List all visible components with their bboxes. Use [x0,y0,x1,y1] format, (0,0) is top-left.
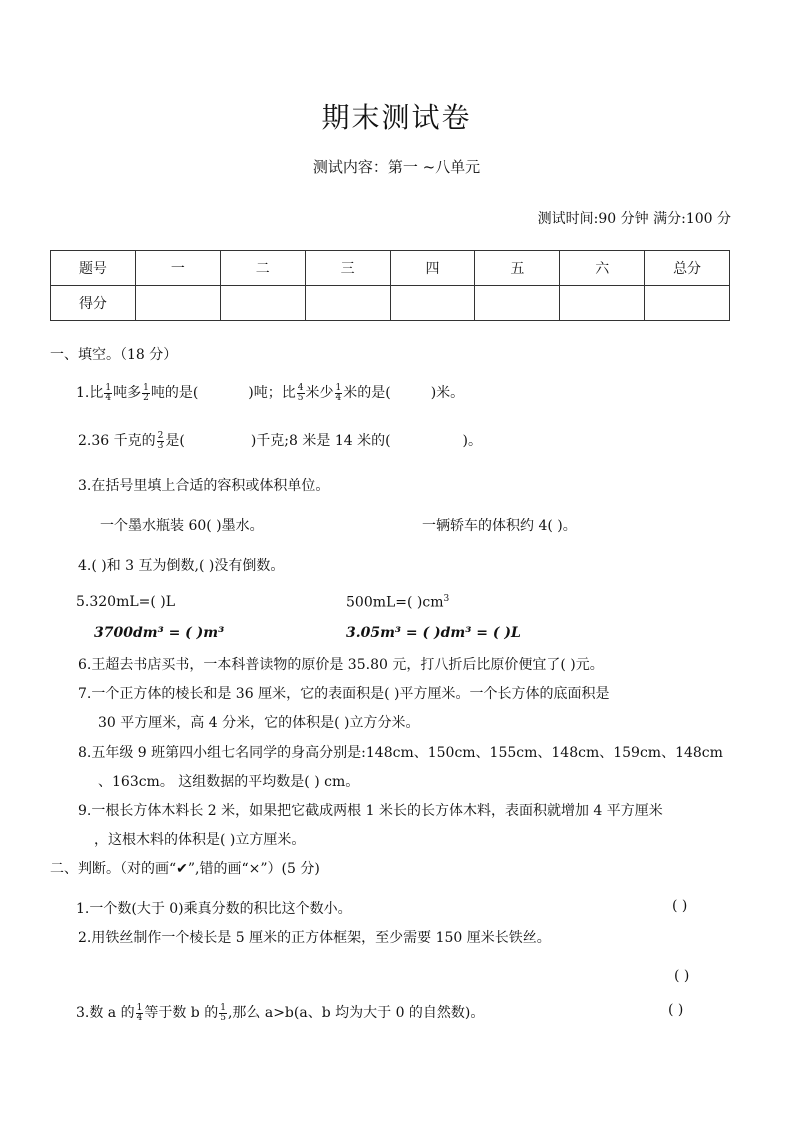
table-cell: 五 [475,251,560,286]
question-1-4: 4.( )和 3 互为倒数,( )没有倒数。 [78,558,285,574]
question-1-9a: 9.一根长方体木料长 2 米，如果把它截成两根 1 米长的长方体木料，表面积就增加 4 平方厘米 [78,803,663,819]
text: 米的是( [343,385,391,401]
table-cell: 二 [220,251,305,286]
superscript: 3 [443,594,450,604]
question-1-8b: 、163cm。 这组数据的平均数是( ) cm。 [98,774,360,790]
score-input-cell[interactable] [135,286,220,321]
section-heading: 一、填空。（18 分） [50,347,178,363]
table-cell: 三 [305,251,390,286]
text: 1.比 [76,385,104,401]
question-1-3: 3.在括号里填上合适的容积或体积单位。 [78,478,330,494]
fraction [297,384,305,403]
text: ,那么 a>b(a、b 均为大于 0 的自然数)。 [227,1005,485,1021]
text: 是( [165,433,185,449]
score-input-cell[interactable] [560,286,645,321]
table-cell: 得分 [51,286,136,321]
text: 吨的是( [150,385,199,401]
question-1-9b: ，这根木料的体积是( )立方厘米。 [94,832,306,848]
score-input-cell[interactable] [305,286,390,321]
question-1-3b: 一辆轿车的体积约 4( )。 [422,518,577,534]
page-subtitle: 测试内容：第一 ~八单元 [312,158,481,176]
question-1-7b: 30 平方厘米，高 4 分米，它的体积是( )立方分米。 [98,715,420,731]
text: 2.36 千克的 [78,433,156,449]
table-cell: 四 [390,251,475,286]
test-meta: 测试时间:90 分钟 满分:100 分 [537,211,731,227]
score-table [50,250,730,321]
judge-question-1: 1.一个数(大于 0)乘真分数的积比这个数小。 [76,901,352,917]
question-1-8a: 8.五年级 9 班第四小组七名同学的身高分别是:148cm、150cm、155cm、148cm、159cm、148cm [78,745,723,761]
numerator: 1 [136,1002,143,1013]
score-input-cell[interactable] [390,286,475,321]
question-1-2 [78,430,482,451]
fraction [219,1004,227,1023]
text: )米。 [430,385,465,401]
question-1-7a: 7.一个正方体的棱长和是 36 厘米，它的表面积是( )平方厘米。一个长方体的底面积是 [78,686,610,702]
score-input-cell[interactable] [645,286,730,321]
text: )千克;8 米是 14 米的( [250,433,391,449]
question-1-5b [346,594,449,611]
question-1-5d: 3.05m³ = ( )dm³ = ( )L [346,625,521,641]
numerator: 1 [335,382,342,393]
text: 500mL=( )cm [346,594,444,611]
text: 吨多 [113,385,142,401]
numerator: 2 [157,430,164,441]
denominator: 5 [220,1012,226,1023]
score-input-cell[interactable] [220,286,305,321]
text: 3.数 a 的 [76,1005,135,1021]
table-cell: 总分 [645,251,730,286]
table-cell: 一 [135,251,220,286]
page-title: 期末测试卷 [321,101,472,134]
fraction [136,1004,144,1023]
judge-answer-paren[interactable]: ( ) [674,968,690,984]
judge-question-2: 2.用铁丝制作一个棱长是 5 厘米的正方体框架，至少需要 150 厘米长铁丝。 [78,930,551,946]
numerator: 4 [297,382,304,393]
fraction [142,384,150,403]
fraction [157,432,165,451]
denominator: 3 [157,440,164,451]
denominator: 5 [297,392,304,403]
fraction [335,384,343,403]
numerator: 1 [220,1002,226,1013]
table-cell: 六 [560,251,645,286]
judge-answer-paren[interactable]: ( ) [668,1002,684,1018]
question-1-5a: 5.320mL=( )L [76,594,176,610]
fraction [104,384,112,403]
text: 等于数 b 的 [144,1005,219,1021]
numerator: 1 [105,382,112,393]
text: 米少 [305,385,334,401]
question-1-1 [76,382,464,403]
score-table-score-row [51,286,730,321]
score-input-cell[interactable] [475,286,560,321]
question-1-5c: 3700dm³ = ( )m³ [94,625,225,641]
denominator: 2 [143,392,149,403]
numerator: 1 [143,382,149,393]
judge-question-3 [76,1002,484,1023]
section-heading: 二、判断。（对的画“✔”,错的画“×”）(5 分) [50,861,320,877]
text: )吨；比 [248,385,296,401]
score-table-header-row [51,251,730,286]
judge-answer-paren[interactable]: ( ) [672,898,688,914]
table-cell: 题号 [51,251,136,286]
question-1-3a: 一个墨水瓶装 60( )墨水。 [100,518,264,534]
denominator: 4 [335,392,342,403]
text: )。 [462,433,483,449]
question-1-6: 6.王超去书店买书，一本科普读物的原价是 35.80 元，打八折后比原价便宜了( )元。 [78,657,604,673]
denominator: 4 [136,1012,143,1023]
denominator: 4 [105,392,112,403]
